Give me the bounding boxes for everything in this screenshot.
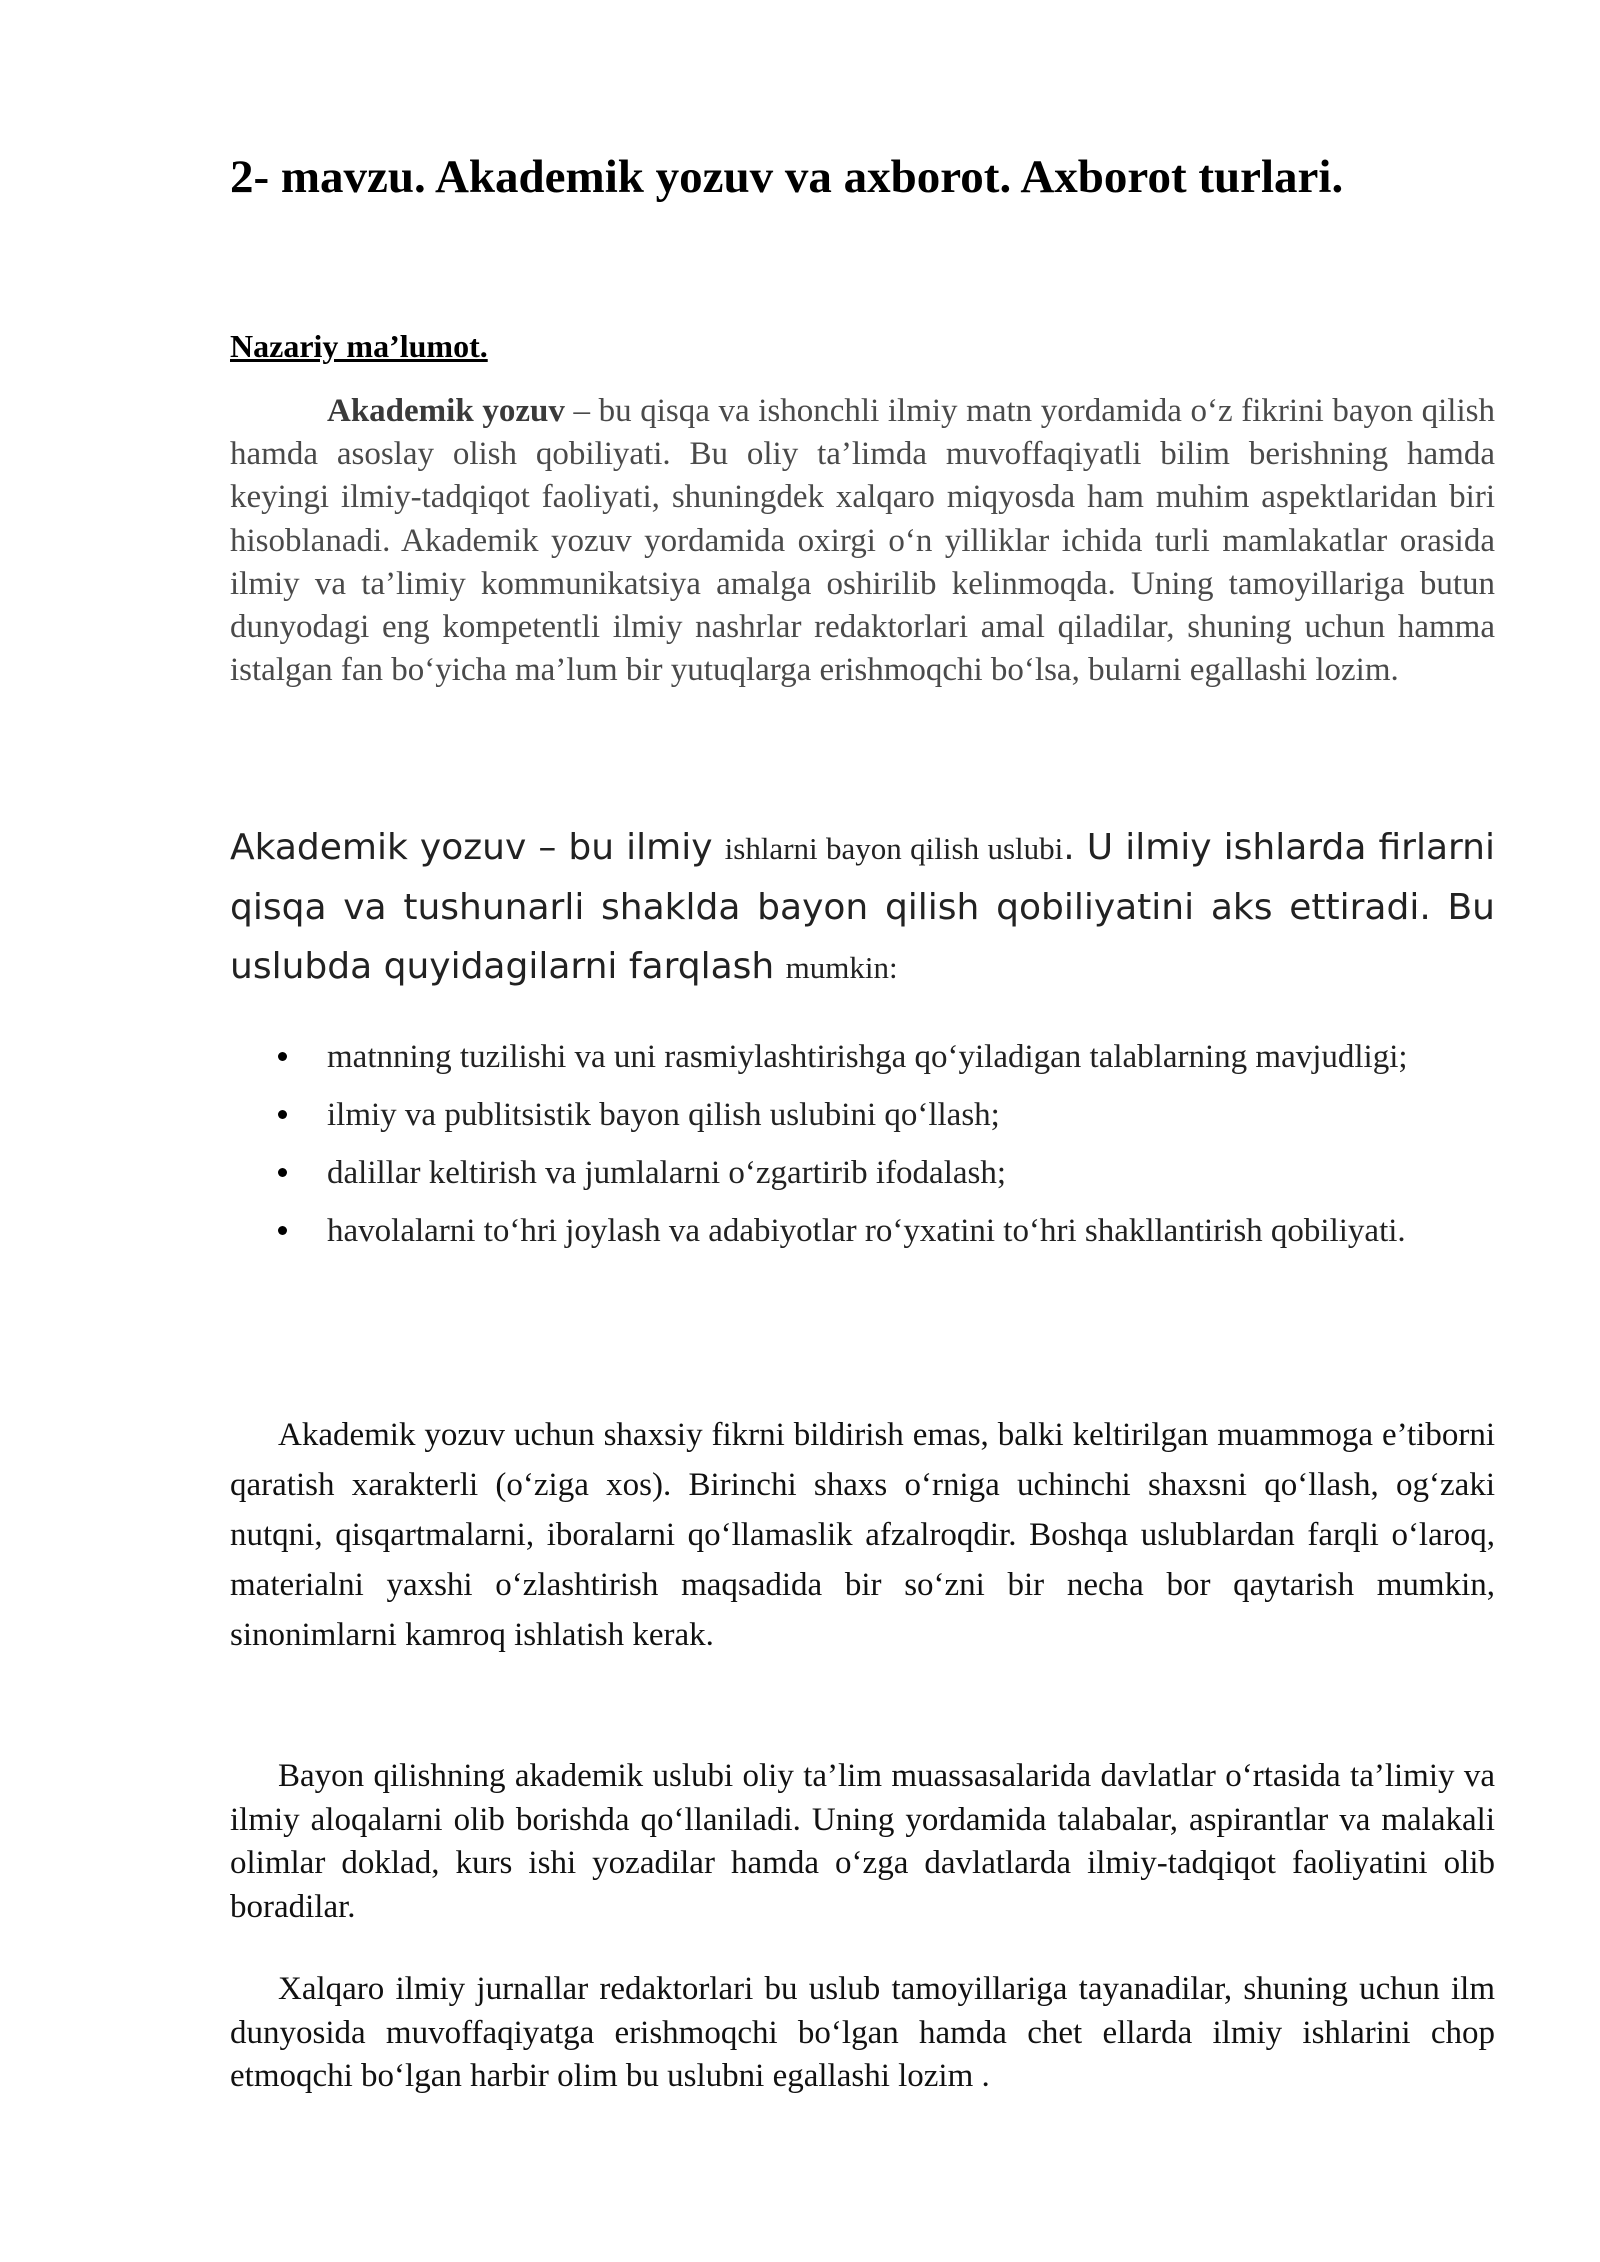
bullet-icon xyxy=(278,1168,287,1177)
body-paragraph-3: Akademik yozuv uchun shaxsiy fikrni bildirish emas, balki keltirilgan muammoga e’tiborni qaratish xarakterli (o‘ziga xos). Birinchi shaxs o‘rniga uchinchi shaxsni qo‘llash, og‘zaki nutqni, qisqartmalarni, iboralarni qo‘llamaslik afzalroqdir. Boshqa uslublardan farqli o‘laroq, materialni yaxshi o‘zlashtirish maqsadida bir so‘zni bir necha bor qaytarish mumkin, sinonimlarni kamroq ishlatish kerak. xyxy=(230,1417,1495,1653)
definition-part-3: . U ilmiy ishlarda firlarni qisqa va tushunarli shaklda bayon qilish qobiliyatini aks ettiradi. Bu uslubda quyidagilarni farqlash xyxy=(230,827,1495,987)
list-item: dalillar keltirish va jumlalarni o‘zgartirib ifodalash; xyxy=(230,1146,1495,1201)
list-item: matnning tuzilishi va uni rasmiylashtirishga qo‘yiladigan talablarning mavjudligi; xyxy=(230,1030,1495,1085)
definition-part-1: Akademik yozuv – bu ilmiy xyxy=(230,827,725,868)
intro-text: – bu qisqa va ishonchli ilmiy matn yordamida o‘z fikrini bayon qilish hamda asoslay olish qobiliyati. Bu oliy ta’limda muvoffaqiyatli bilim berishning hamda keyingi ilmiy-tadqiqot faoliyati, shuningdek xalqaro miqyosda ham muhim aspektlaridan biri hisoblanadi. Akademik yozuv yordamida oxirgi o‘n yilliklar ichida turli mamlakatlar orasida ilmiy va ta’limiy kommunikatsiya amalga oshirilib kelinmoqda. Uning tamoyillariga butun dunyodagi eng kompetentli ilmiy nashrlar redaktorlari amal qiladilar, shuning uchun hamma istalgan fan bo‘yicha ma’lum bir yutuqlarga erishmoqchi bo‘lsa, bularni egallashi lozim. xyxy=(230,393,1495,689)
bullet-icon xyxy=(278,1052,287,1061)
body-paragraph-5: Xalqaro ilmiy jurnallar redaktorlari bu uslub tamoyillariga tayanadilar, shuning uchun ilm dunyosida muvoffaqiyatga erishmoqchi bo‘lgan hamda chet ellarda ilmiy ishlarini chop etmoqchi bo‘lgan harbir olim bu uslubni egallashi lozim . xyxy=(230,1971,1495,2094)
list-item: havolalarni to‘hri joylash va adabiyotlar ro‘yxatini to‘hri shakllantirish qobiliyati. xyxy=(230,1204,1495,1259)
definition-paragraph xyxy=(230,818,1495,997)
page-title: 2- mavzu. Akademik yozuv va axborot. Axborot turlari. xyxy=(230,151,1344,203)
bullet-list xyxy=(230,1030,1495,1262)
bullet-icon xyxy=(278,1110,287,1119)
list-item: ilmiy va publitsistik bayon qilish uslubini qo‘llash; xyxy=(230,1088,1495,1143)
section-subtitle: Nazariy ma’lumot. xyxy=(230,328,488,364)
definition-part-2: ishlarni bayon qilish uslubi xyxy=(724,831,1064,866)
bullet-icon xyxy=(278,1226,287,1235)
definition-part-4: mumkin: xyxy=(785,950,898,985)
intro-paragraph xyxy=(230,390,1495,692)
term-bold: Akademik yozuv xyxy=(327,393,565,429)
body-paragraph-4: Bayon qilishning akademik uslubi oliy ta’lim muassasalarida davlatlar o‘rtasida ta’limiy va ilmiy aloqalarni olib borishda qo‘llaniladi. Uning yordamida talabalar, aspirantlar va malakali olimlar doklad, kurs ishi yozadilar hamda o‘zga davlatlarda ilmiy-tadqiqot faoliyatini olib boradilar. xyxy=(230,1758,1495,1925)
